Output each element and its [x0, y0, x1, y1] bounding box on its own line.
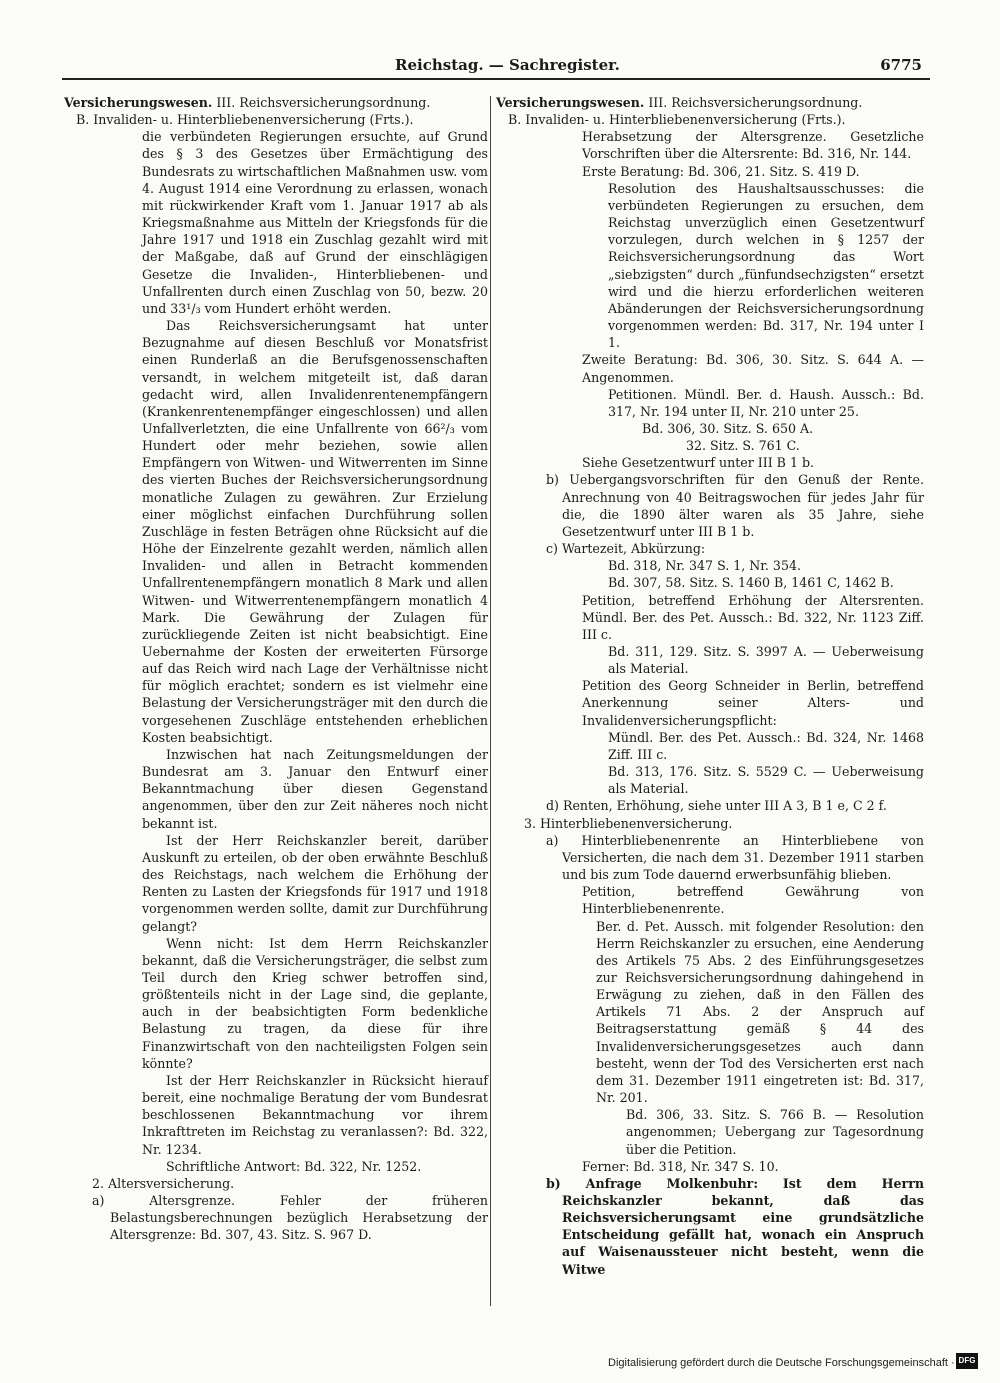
numbered-heading: 3. Hinterbliebenenversicherung. [524, 815, 733, 831]
index-entry: Ber. d. Pet. Aussch. mit folgender Resolution: den Herrn Reichskanzler zu ersuchen, eine Aenderung des Artikels 75 Abs. 2 des Einführungsgesetzes zur Reichsversicherungsordnung dahingehend in Erwägung zu ziehen, daß in den Fällen des Artikels 71 Abs. 2 der Anspruch auf Beitragserstattung gemäß § 44 des Invalidenversicherungsgesetzes auch dann besteht, wenn der Tod des Versicherten erst nach dem 31. Dezember 1911 eingetreten ist: Bd. 317, Nr. 201. [596, 918, 924, 1106]
footer [608, 1353, 988, 1373]
index-entry: Ferner: Bd. 318, Nr. 347 S. 10. [582, 1158, 779, 1174]
index-entry: 32. Sitz. S. 761 C. [686, 438, 800, 454]
index-entry: Zweite Beratung: Bd. 306, 30. Sitz. S. 644 A. — Angenommen. [582, 352, 924, 385]
index-entry: Bd. 307, 58. Sitz. S. 1460 B, 1461 C, 1462 B. [608, 575, 894, 591]
paragraph: Schriftliche Antwort: Bd. 322, Nr. 1252. [166, 1158, 422, 1174]
section-heading-bold: Versicherungswesen. [64, 95, 213, 110]
left-column [64, 94, 488, 1243]
section-subheading: B. Invaliden- u. Hinterbliebenenversicherung (Frts.). [508, 112, 846, 128]
section-heading-rest: III. Reichsversicherungsordnung. [212, 95, 431, 110]
right-column [496, 94, 924, 1278]
index-entry: Bd. 306, 30. Sitz. S. 650 A. [642, 420, 814, 436]
sub-entry: b) Uebergangsvorschriften für den Genuß der Rente. Anrechnung von 40 Beitragswochen für jedes Jahr für die, die 1890 älter waren als 35 Jahre, siehe Gesetzentwurf unter III B 1 b. [546, 472, 924, 539]
index-entry: Bd. 306, 33. Sitz. S. 766 B. — Resolution angenommen; Uebergang zur Tagesordnung über die Petition. [626, 1107, 924, 1157]
paragraph: Ist der Herr Reichskanzler in Rücksicht hierauf bereit, eine nochmalige Beratung der vom Bundesrat beschlossenen Bekanntmachung vor ihrem Inkrafttreten im Reichstag zu veranlassen?: Bd. 322, Nr. 1234. [142, 1072, 488, 1157]
index-entry: Erste Beratung: Bd. 306, 21. Sitz. S. 419 D. [582, 163, 860, 179]
footer-text: Digitalisierung gefördert durch die Deutsche Forschungsgemeinschaft · [608, 1357, 955, 1369]
index-entry: Bd. 311, 129. Sitz. S. 3997 A. — Ueberweisung als Material. [608, 644, 924, 677]
paragraph: Ist der Herr Reichskanzler bereit, darüber Auskunft zu erteilen, ob der oben erwähnte Beschluß des Reichstags, nach welchem die Erhöhung der Renten zu Lasten der Kriegsfonds für 1917 und 1918 vorgenommen werden sollte, damit zur Durchführung gelangt? [142, 832, 488, 934]
index-entry: Petition, betreffend Erhöhung der Altersrenten. Mündl. Ber. des Pet. Aussch.: Bd. 322, Nr. 1123 Ziff. III c. [582, 592, 924, 642]
index-entry: Petition des Georg Schneider in Berlin, betreffend Anerkennung seiner Alters- und Invalidenversicherungspflicht: [582, 678, 924, 728]
section-heading [496, 94, 924, 111]
header-title: Reichstag. — Sachregister. [395, 56, 620, 74]
index-entry: Bd. 313, 176. Sitz. S. 5529 C. — Ueberweisung als Material. [608, 764, 924, 797]
index-entry: Bd. 318, Nr. 347 S. 1, Nr. 354. [608, 558, 801, 574]
paragraph: die verbündeten Regierungen ersuchte, auf Grund des § 3 des Gesetzes über Ermächtigung des Bundesrats zu wirtschaftlichen Maßnahmen usw. vom 4. August 1914 eine Verordnung zu erlassen, wonach mit rückwirkender Kraft vom 1. Januar 1917 ab als Kriegsmaßnahme aus Mitteln der Kriegsfonds für die Jahre 1917 und 1918 ein Zuschlag gezahlt wird mit der Maßgabe, daß auf Grund der einschlägigen Gesetze die Invaliden-, Hinterbliebenen- und Unfallrenten durch einen Zuschlag von 50, bezw. 20 und 33¹/₃ vom Hundert erhöht werden. [142, 129, 488, 316]
index-entry: Herabsetzung der Altersgrenze. Gesetzliche Vorschriften über die Altersrente: Bd. 316, Nr. 144. [582, 129, 924, 162]
section-subheading: B. Invaliden- u. Hinterbliebenenversicherung (Frts.). [76, 112, 414, 128]
numbered-heading: 2. Altersversicherung. [92, 1175, 235, 1191]
section-heading-rest: III. Reichsversicherungsordnung. [644, 95, 863, 110]
sub-entry: b) Anfrage Molkenbuhr: Ist dem Herrn Reichskanzler bekannt, daß das Reichsversicherungsamt eine grundsätzliche Entscheidung gefällt hat, wonach ein Anspruch auf Waisenaussteuer nicht besteht, wenn die Witwe [546, 1175, 924, 1277]
index-entry: Petitionen. Mündl. Ber. d. Haush. Aussch.: Bd. 317, Nr. 194 unter II, Nr. 210 unter 25. [608, 386, 924, 419]
page-header [62, 50, 930, 76]
page-number: 6775 [880, 56, 922, 74]
paragraph: Das Reichsversicherungsamt hat unter Bezugnahme auf diesen Beschluß vor Monatsfrist einen Runderlaß an die Berufsgenossenschaften versandt, in welchem mitgeteilt ist, daß daran gedacht wird, allen Invalidenrentenempfängern (Krankenrentenempfänger eingeschlossen) und allen Unfallverletzten, die eine Unfallrente von 66²/₃ vom Hundert oder mehr beziehen, sowie allen Empfängern von Witwen- und Witwerrenten im Sinne des vierten Buches der Reichsversicherungsordnung monatliche Zulagen zu gewähren. Zur Erzielung einer möglichst einfachen Durchführung sollen Zuschläge in festen Beträgen ohne Rücksicht auf die Höhe der Einzelrente gezahlt werden, nämlich allen Invaliden- und allen in Betracht kommenden Unfallrentenempfängern monatlich 8 Mark und allen Witwen- und Witwerrentenempfängern monatlich 4 Mark. Die Gewährung der Zulagen für zurückliegende Zeiten ist nicht beabsichtigt. Eine Uebernahme der Kosten der erweiterten Fürsorge auf das Reich wird nach Lage der Verhältnisse nicht für möglich erachtet; sondern es ist vielmehr eine Belastung der Versicherungsträger mit den durch die vorgesehenen Zuschläge entstehenden erheblichen Kosten beabsichtigt. [142, 318, 488, 745]
section-heading [64, 94, 488, 111]
paragraph: Wenn nicht: Ist dem Herrn Reichskanzler bekannt, daß die Versicherungsträger, die selbst zum Teil durch den Krieg schwer betroffen sind, größtenteils nicht in der Lage sind, die geplante, auch in der beabsichtigten Form bedenkliche Belastung zu tragen, da diese für ihre Finanzwirtschaft von den nachteiligsten Folgen sein könnte? [142, 935, 488, 1071]
section-heading-bold: Versicherungswesen. [496, 95, 645, 110]
index-entry: Siehe Gesetzentwurf unter III B 1 b. [582, 455, 815, 471]
sub-entry: a) Hinterbliebenenrente an Hinterbliebene von Versicherten, die nach dem 31. Dezember 1911 starben und bis zum Tode dauernd erwerbsunfähig blieben. [546, 832, 924, 883]
sub-entry: d) Renten, Erhöhung, siehe unter III A 3, B 1 e, C 2 f. [546, 798, 887, 814]
index-entry: Mündl. Ber. des Pet. Aussch.: Bd. 324, Nr. 1468 Ziff. III c. [608, 729, 924, 762]
header-rule [62, 78, 930, 80]
dfg-logo-icon: DFG [956, 1353, 978, 1369]
paragraph: Inzwischen hat nach Zeitungsmeldungen der Bundesrat am 3. Januar den Entwurf einer Bekanntmachung über diesen Gegenstand angenommen, über den zur Zeit näheres noch nicht bekannt ist. [142, 746, 488, 831]
sub-entry: c) Wartezeit, Abkürzung: [546, 541, 706, 557]
sub-entry: a) Altersgrenze. Fehler der früheren Belastungsberechnungen bezüglich Herabsetzung der Altersgrenze: Bd. 307, 43. Sitz. S. 967 D. [92, 1193, 488, 1243]
index-entry: Resolution des Haushaltsausschusses: die verbündeten Regierungen zu ersuchen, dem Reichstag unverzüglich einen Gesetzentwurf vorzulegen, durch welchen in § 1257 der Reichsversicherungsordnung das Wort „siebzigsten“ durch „fünfundsechzigsten“ ersetzt wird und die hierzu erforderlichen weiteren Abänderungen der Reichsversicherungsordnung vorgenommen werden: Bd. 317, Nr. 194 unter I 1. [608, 180, 924, 351]
column-divider [490, 96, 491, 1306]
index-entry: Petition, betreffend Gewährung von Hinterbliebenenrente. [582, 884, 924, 917]
